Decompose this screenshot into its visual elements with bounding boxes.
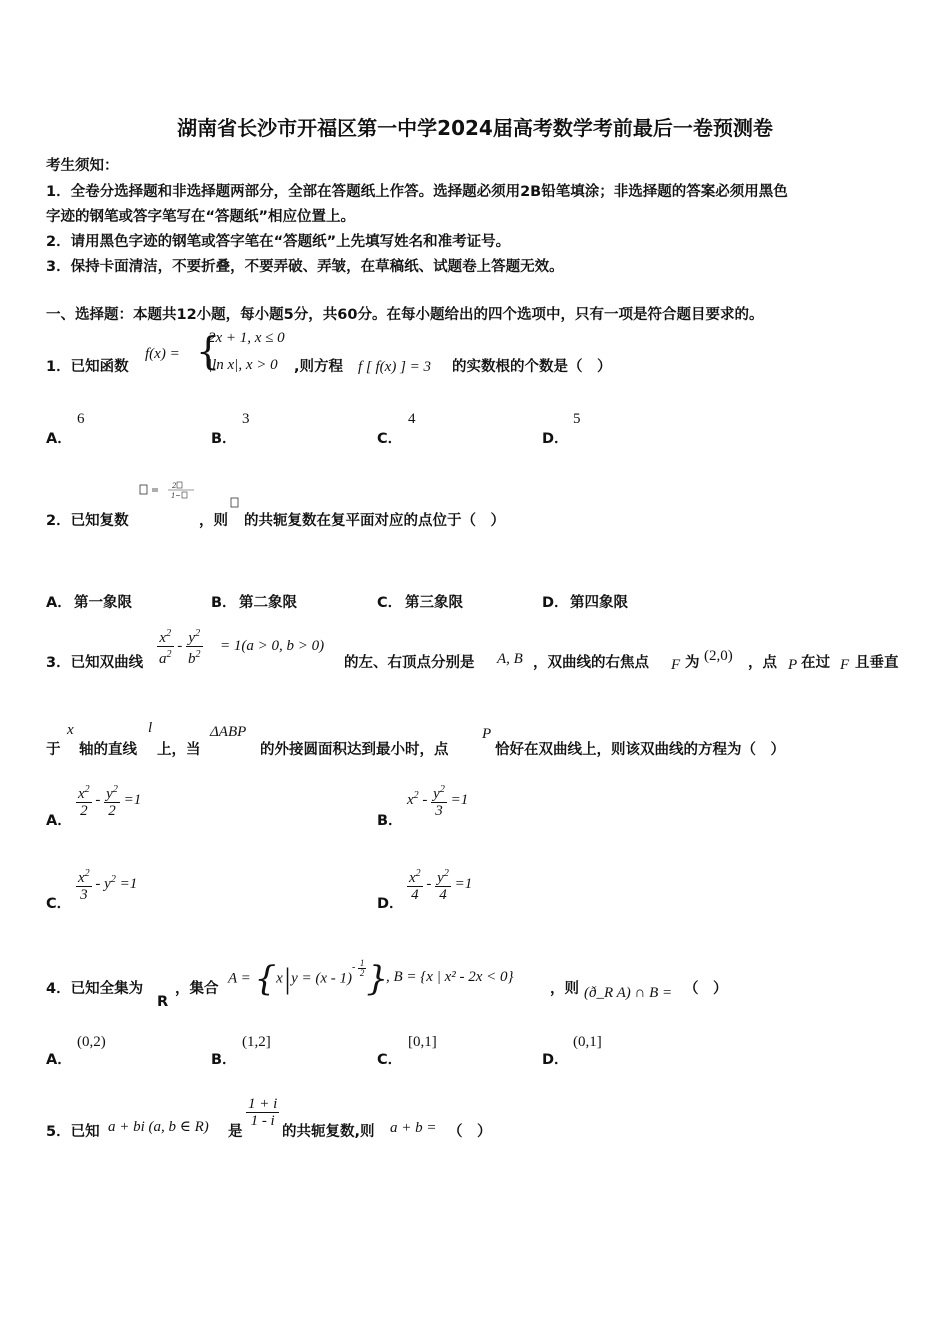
q3-focus-coord: (2,0) (704, 648, 733, 664)
q3-hyperbola-lhs: $\frac{x^2}{a^2}$ - $\frac{y^2}{b^2}$ (159, 628, 201, 667)
q3-l: l (148, 720, 153, 736)
q3-text-2: ，双曲线的右焦点 (533, 655, 649, 671)
q3-triangle: ΔABP (210, 724, 247, 740)
q4-then: ，则 (550, 981, 579, 997)
q4-expression: (ð_R A) ∩ B = (584, 985, 673, 1001)
q2-suffix: 的共轭复数在复平面对应的点位于（ ） (244, 513, 505, 529)
q2-prefix: 2．已知复数 (46, 513, 129, 529)
q2-option-b-value: 第二象限 (239, 595, 297, 611)
notice-line-1: 1．全卷分选择题和非选择题两部分，全部在答题纸上作答。选择题必须用2B铅笔填涂；非选择题的答案必须用黑色 (46, 184, 788, 200)
svg-text:2: 2 (172, 482, 177, 490)
q2-option-b-label: B． (211, 595, 237, 611)
q3-text-6: 且垂直 (855, 655, 899, 671)
q1-option-c-label: C． (377, 431, 403, 447)
q4-option-a-value: (0,2) (77, 1034, 106, 1050)
q5-fraction (246, 1096, 279, 1129)
q3-option-b-label: B． (377, 813, 403, 829)
q3-focus-f-2: F (840, 657, 850, 673)
q5-ask: a + b = (390, 1120, 437, 1136)
page-title: 湖南省长沙市开福区第一中学2024届高考数学考前最后一卷预测卷 (177, 116, 773, 140)
q4-option-d-value: (0,1] (573, 1034, 602, 1050)
q5-is: 是 (228, 1124, 243, 1140)
svg-text:1: 1 (171, 492, 176, 500)
q4-option-b-label: B． (211, 1052, 237, 1068)
q4-suffix: （ ） (684, 981, 728, 997)
q1-option-d-label: D． (542, 431, 569, 447)
q4-set-b: , B = {x | x² - 2x < 0} (386, 969, 514, 985)
q4-option-a-label: A． (46, 1052, 72, 1068)
q3-option-c-formula: $\frac{x^2}{3}$ - $y^2 =1$ (78, 868, 138, 903)
q2-option-c-label: C． (377, 595, 403, 611)
q3-option-d-label: D． (377, 896, 404, 912)
q1-brace: { (196, 329, 221, 373)
q3-option-b-formula: $x^2$ - $\frac{y^2}{3}$ =1 (407, 784, 469, 819)
q4-universal-set: R (157, 994, 169, 1010)
q3-line2-a: 于 (46, 742, 61, 758)
q4-set-a: A = {x|y = (x - 1)$^{- \frac{1}{2}}$ } (228, 957, 388, 999)
q1-option-b-value: 3 (242, 411, 250, 427)
q3-line2-e: 恰好在双曲线上，则该双曲线的方程为（ ） (495, 742, 785, 758)
q5-prefix: 5．已知 (46, 1124, 100, 1140)
q1-option-c-value: 4 (408, 411, 416, 427)
q1-equation: f [ f(x) ] = 3 (358, 359, 432, 375)
q2-option-a-label: A． (46, 595, 72, 611)
q3-focus-f: F (671, 657, 681, 673)
section-heading: 一、选择题：本题共12小题，每小题5分，共60分。在每小题给出的四个选项中，只有一项是符合题目要求的。 (46, 307, 764, 323)
q2-option-a-value: 第一象限 (74, 595, 132, 611)
q1-option-d-value: 5 (573, 411, 581, 427)
q3-text-1: 的左、右顶点分别是 (344, 655, 475, 671)
q1-option-a-label: A． (46, 431, 72, 447)
q5-fraction-den: 1 - i (250, 1113, 275, 1129)
q2-z-graphic (230, 497, 240, 509)
q3-point-p: P (788, 657, 798, 673)
q4-mid: ，集合 (175, 981, 219, 997)
q2-formula-graphic (138, 480, 198, 508)
q2-mid: ，则 (199, 513, 228, 529)
q1-case-2: |ln x|, x > 0 (208, 357, 278, 373)
q3-p-2: P (482, 726, 492, 742)
q2-option-c-value: 第三象限 (405, 595, 463, 611)
q3-prefix: 3．已知双曲线 (46, 655, 144, 671)
q5-suffix: （ ） (448, 1124, 492, 1140)
q1-mid: ,则方程 (294, 359, 344, 375)
q4-option-b-value: (1,2] (242, 1034, 271, 1050)
q3-option-a-label: A． (46, 813, 72, 829)
q3-line2-c: 上，当 (157, 742, 201, 758)
q3-text-3: 为 (685, 655, 700, 671)
q1-option-b-label: B． (211, 431, 237, 447)
q3-option-c-label: C． (46, 896, 72, 912)
q3-x: x (67, 722, 74, 738)
q2-z-symbol (230, 494, 240, 513)
q4-option-d-label: D． (542, 1052, 569, 1068)
q1-option-a-value: 6 (77, 411, 85, 427)
q5-expression: a + bi (a, b ∈ R) (108, 1119, 209, 1135)
q1-f-lhs: f(x) = (145, 346, 180, 362)
q4-prefix: 4．已知全集为 (46, 981, 144, 997)
q5-fraction-num: 1 + i (248, 1096, 278, 1112)
q3-option-d-formula: $\frac{x^2}{4}$ - $\frac{y^2}{4}$ =1 (409, 868, 473, 903)
notice-heading: 考生须知： (46, 158, 119, 174)
q3-option-a-formula: $\frac{x^2}{2}$ - $\frac{y^2}{2}$ =1 (78, 784, 142, 819)
q3-text-4: ，点 (748, 655, 777, 671)
q3-vertices: A, B (497, 651, 523, 667)
q2-option-d-value: 第四象限 (570, 595, 628, 611)
q3-text-5: 在过 (801, 655, 830, 671)
notice-line-1b: 字迹的钢笔或答字笔写在“答题纸”相应位置上。 (46, 209, 356, 225)
q1-case-1: 2x + 1, x ≤ 0 (208, 330, 285, 346)
q3-line2-d: 的外接圆面积达到最小时，点 (260, 742, 449, 758)
q2-option-d-label: D． (542, 595, 569, 611)
q5-mid: 的共轭复数,则 (282, 1124, 375, 1140)
q4-option-c-label: C． (377, 1052, 403, 1068)
notice-line-3: 3．保持卡面清洁，不要折叠，不要弄破、弄皱，在草稿纸、试题卷上答题无效。 (46, 259, 564, 275)
q2-formula-image (138, 480, 198, 512)
notice-line-2: 2．请用黑色字迹的钢笔或答字笔在“答题纸”上先填写姓名和准考证号。 (46, 234, 511, 250)
q1-prefix: 1．已知函数 (46, 359, 129, 375)
q3-condition: = 1(a > 0, b > 0) (220, 638, 325, 654)
q3-line2-b: 轴的直线 (79, 742, 137, 758)
q4-option-c-value: [0,1] (408, 1034, 437, 1050)
q1-suffix: 的实数根的个数是（ ） (452, 359, 612, 375)
